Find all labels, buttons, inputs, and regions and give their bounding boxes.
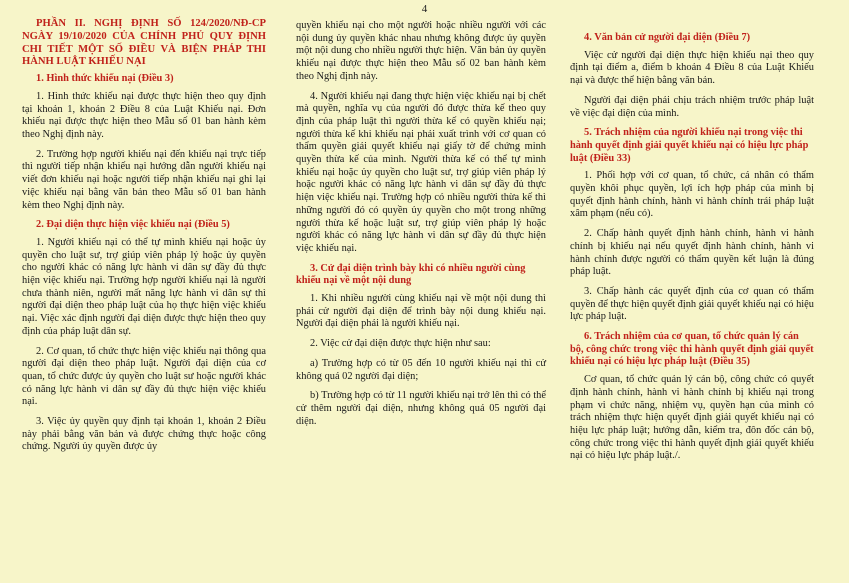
paragraph: 1. Phối hợp với cơ quan, tổ chức, cá nhân có thẩm quyền khôi phục quyền, lợi ích hợp pháp của mình bị quyết định hành chính, hành vi hành chính trái pháp luật xâm phạm (nếu có).: [570, 170, 814, 220]
paragraph: Người đại diện phải chịu trách nhiệm trước pháp luật về việc đại diện của mình.: [570, 94, 814, 119]
paragraph: Cơ quan, tổ chức quản lý cán bộ, công chức có quyết định hành chính, hành vi hành chính bị khiếu nại trong phạm vi chức năng, nhiệm vụ, quyền hạn của mình có trách nhiệm thực hiện quyết định giải quyết khiếu nại có hiệu lực pháp luật; hướng dẫn, kiểm tra, đôn đốc cán bộ, công chức trong việc thi hành quyết định giải quyết khiếu nại có hiệu lực pháp luật./.: [570, 374, 814, 462]
paragraph: 1. Hình thức khiếu nại được thực hiện theo quy định tại khoản 1, khoản 2 Điều 8 của Luật Khiếu nại. Đơn khiếu nại được thực hiện theo Mẫu số 01 ban hành kèm theo Nghị định này.: [22, 90, 266, 140]
paragraph: 2. Chấp hành quyết định hành chính, hành vi hành chính bị khiếu nại nếu quyết định hành chính, hành vi hành chính được người có thẩm quyền kết luận là đúng pháp luật.: [570, 228, 814, 278]
section-heading-5: 5. Trách nhiệm của người khiếu nại trong việc thi hành quyết định giải quyết khiếu nại có hiệu lực pháp luật (Điều 33): [570, 127, 809, 164]
paragraph: 2. Trường hợp người khiếu nại đến khiếu nại trực tiếp thì người tiếp nhận khiếu nại hướng dẫn người khiếu nại viết đơn khiếu nại hoặc người tiếp nhận khiếu nại ghi lại việc khiếu nại bằng văn bản theo Mẫu số 01 ban hành kèm theo Nghị định này.: [22, 148, 266, 211]
section-heading-4: 4. Văn bản cử người đại diện (Điều 7): [584, 32, 751, 43]
section-heading-1: 1. Hình thức khiếu nại (Điều 3): [36, 73, 174, 85]
paragraph: a) Trường hợp có từ 05 đến 10 người khiếu nại thì cử không quá 02 người đại diện;: [296, 357, 546, 382]
paragraph: 1. Khi nhiều người cùng khiếu nại về một nội dung thì phải cử người đại diện để trình bày nội dung khiếu nại. Người đại diện phải là người khiếu nại.: [296, 293, 546, 330]
paragraph: 3. Việc ủy quyền quy định tại khoản 1, khoản 2 Điều này phải bằng văn bản và được chứng thực hoặc công chứng. Người ủy quyền được ủy: [22, 416, 266, 453]
part-title: PHẦN II. NGHỊ ĐỊNH SỐ 124/2020/NĐ-CP NGÀY 19/10/2020 CỦA CHÍNH PHỦ QUY ĐỊNH CHI TIẾT MỘT SỐ ĐIỀU VÀ BIỆN PHÁP THI HÀNH LUẬT KHIẾU NẠI: [22, 18, 266, 68]
paragraph: quyền khiếu nại cho một người hoặc nhiều người với các nội dung ủy quyền khác nhau nhưng không được ủy quyền một nội dung cho nhiều người thực hiện. Văn bản ủy quyền khiếu nại được thực hiện theo Mẫu số 02 ban hành kèm theo Nghị định này.: [296, 20, 546, 82]
section-heading-2: 2. Đại diện thực hiện việc khiếu nại (Điều 5): [36, 219, 230, 231]
paragraph: 1. Người khiếu nại có thể tự mình khiếu nại hoặc ủy quyền cho luật sư, trợ giúp viên pháp lý hoặc ủy quyền cho người khác có năng lực hành vi dân sự đầy đủ thực hiện việc khiếu nại. Trường hợp người khiếu nại là người chưa thành niên, người mất năng lực hành vi dân sự thì người đại diện theo pháp luật của họ thực hiện việc khiếu nại. Việc xác định người đại diện được thực hiện theo quy định của pháp luật dân sự.: [22, 236, 266, 337]
paragraph: Việc cử người đại diện thực hiện khiếu nại theo quy định tại điểm a, điểm b khoản 4 Điều 8 của Luật Khiếu nại và được thể hiện bằng văn bản.: [570, 49, 814, 87]
paragraph: 4. Người khiếu nại đang thực hiện việc khiếu nại bị chết mà quyền, nghĩa vụ của người đó được thừa kế theo quy định của pháp luật thì người thừa kế có quyền khiếu nại; người thừa kế khi khiếu nại phải xuất trình với cơ quan có thẩm quyền giải quyết khiếu nại giấy tờ để chứng minh quyền thừa kế của mình. Người thừa kế có thể tự mình khiếu nại hoặc ủy quyền cho luật sư, trợ giúp viên pháp lý hoặc người khác có năng lực hành vi dân sự đầy đủ thực hiện việc khiếu nại. Trường hợp có nhiều người thừa kế thì những người đó có quyền ủy quyền cho một trong những người thừa kế hoặc luật sư, trợ giúp viên pháp lý hoặc người khác có năng lực hành vi dân sự đầy đủ thực hiện việc khiếu nại.: [296, 90, 546, 254]
paragraph: 2. Việc cử đại diện được thực hiện như sau:: [310, 338, 491, 350]
section-heading-6: 6. Trách nhiệm của cơ quan, tổ chức quản lý cán bộ, công chức trong việc thi hành quyết định giải quyết khiếu nại có hiệu lực pháp luật (Điều 35): [570, 331, 814, 368]
paragraph: 2. Cơ quan, tổ chức thực hiện việc khiếu nại thông qua người đại diện theo pháp luật. Người đại diện của cơ quan, tổ chức được ủy quyền cho luật sư hoặc người khác có năng lực hành vi dân sự đầy đủ thực hiện việc khiếu nại.: [22, 345, 266, 408]
page-number: 4: [421, 3, 428, 15]
column-1: [22, 18, 266, 461]
column-3: [570, 32, 814, 470]
paragraph: b) Trường hợp có từ 11 người khiếu nại trở lên thì có thể cử thêm người đại diện, nhưng không quá 05 người đại diện.: [296, 390, 546, 427]
column-2: [296, 20, 546, 435]
section-heading-3: 3. Cử đại diện trình bày khi có nhiều người cùng khiếu nại về một nội dung: [296, 262, 526, 287]
paragraph: 3. Chấp hành các quyết định của cơ quan có thẩm quyền để thực hiện quyết định giải quyết khiếu nại có hiệu lực pháp luật.: [570, 285, 814, 323]
